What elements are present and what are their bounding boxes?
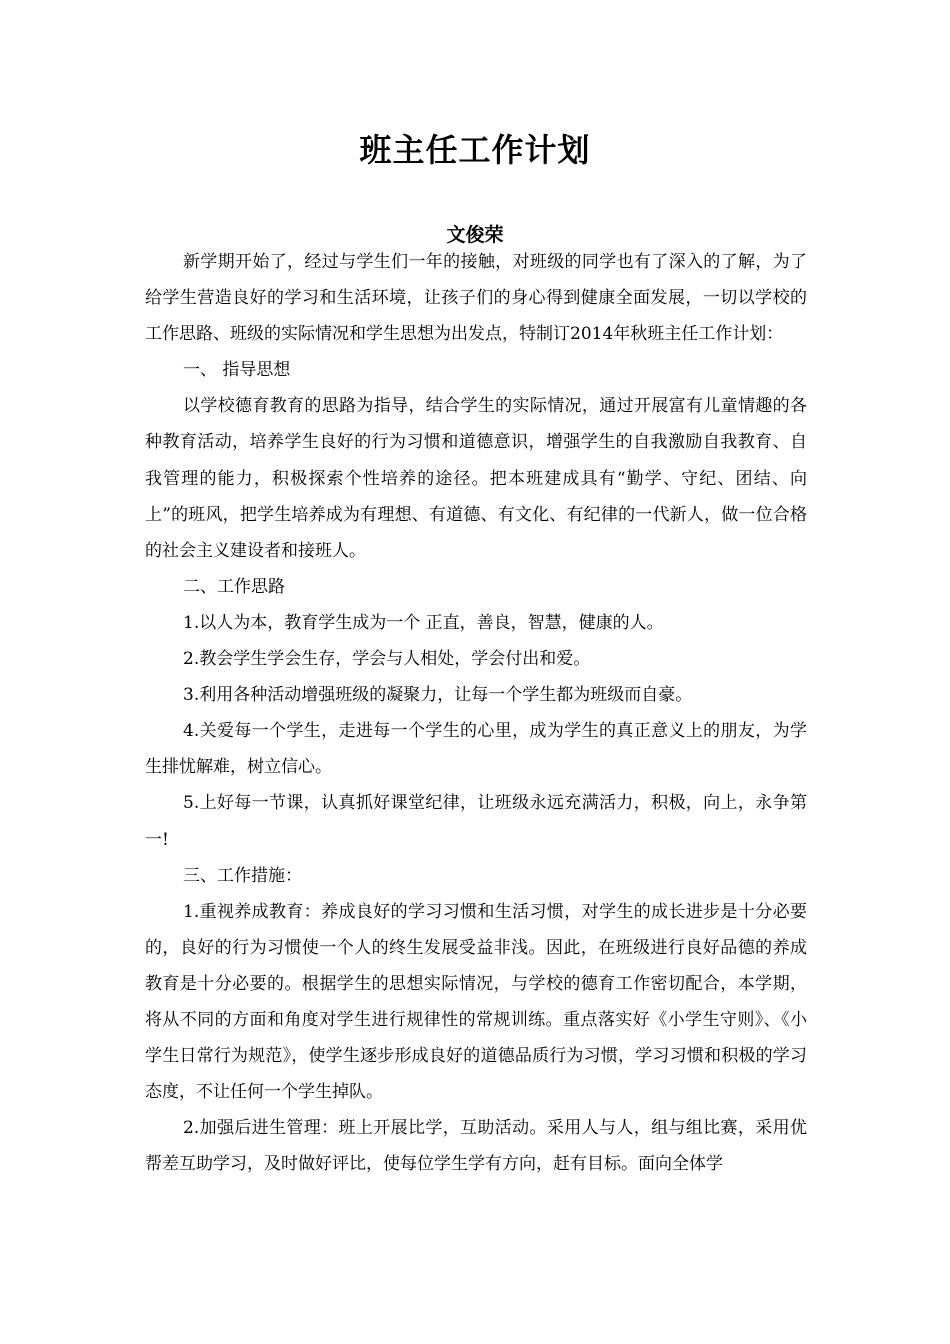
list-item-idea-5: 5.上好每一节课，认真抓好课堂纪律，让班级永远充满活力，积极，向上，永争第一! — [145, 793, 807, 850]
list-item-idea-1: 1.以人为本，教育学生成为一个 正直，善良，智慧，健康的人。 — [183, 612, 664, 633]
document-author: 文俊荣 — [446, 224, 504, 246]
section-heading-guiding-thought: 一、 指导思想 — [183, 360, 291, 381]
document-title: 班主任工作计划 — [359, 131, 591, 169]
list-item-idea-3: 3.利用各种活动增强班级的凝聚力，让每一个学生都为班级而自豪。 — [183, 685, 693, 706]
document-body — [145, 244, 807, 1182]
paragraph-intro: 新学期开始了，经过与学生们一年的接触，对班级的同学也有了深入的了解，为了给学生营造良好的学习和生活环境，让孩子们的身心得到健康全面发展，一切以学校的工作思路、班级的实际情况和学生思想为出发点，特制订2014年秋班主任工作计划： — [145, 252, 807, 345]
list-item-idea-4: 4.关爱每一个学生，走进每一个学生的心里，成为学生的真正意义上的朋友，为学生排忧解难，树立信心。 — [145, 721, 807, 778]
section-heading-work-ideas: 二、工作思路 — [183, 576, 285, 597]
paragraph-guiding-thought: 以学校德育教育的思路为指导，结合学生的实际情况，通过开展富有儿童情趣的各种教育活动，培养学生良好的行为习惯和道德意识，增强学生的自我激励自我教育、自我管理的能力，积极探索个性培养的途径。把本班建成具有“勤学、守纪、团结、向上”的班风，把学生培养成为有理想、有道德、有文化、有纪律的一代新人，做一位合格的社会主义建设者和接班人。 — [145, 396, 807, 561]
list-item-measure-2: 2.加强后进生管理：班上开展比学，互助活动。采用人与人，组与组比赛，采用优帮差互助学习，及时做好评比，使每位学生学有方向，赶有目标。面向全体学 — [145, 1118, 807, 1175]
section-heading-work-measures: 三、工作措施： — [183, 865, 302, 886]
list-item-idea-2: 2.教会学生学会生存，学会与人相处，学会付出和爱。 — [183, 649, 591, 670]
list-item-measure-1: 1.重视养成教育：养成良好的学习习惯和生活习惯，对学生的成长进步是十分必要的，良好的行为习惯使一个人的终生发展受益非浅。因此，在班级进行良好品德的养成教育是十分必要的。根据学生的思想实际情况，与学校的德育工作密切配合，本学期，将从不同的方面和角度对学生进行规律性的常规训练。重点落实好《小学生守则》、《小学生日常行为规范》，使学生逐步形成良好的道德品质行为习惯，学习习惯和积极的学习态度，不让任何一个学生掉队。 — [145, 901, 807, 1103]
